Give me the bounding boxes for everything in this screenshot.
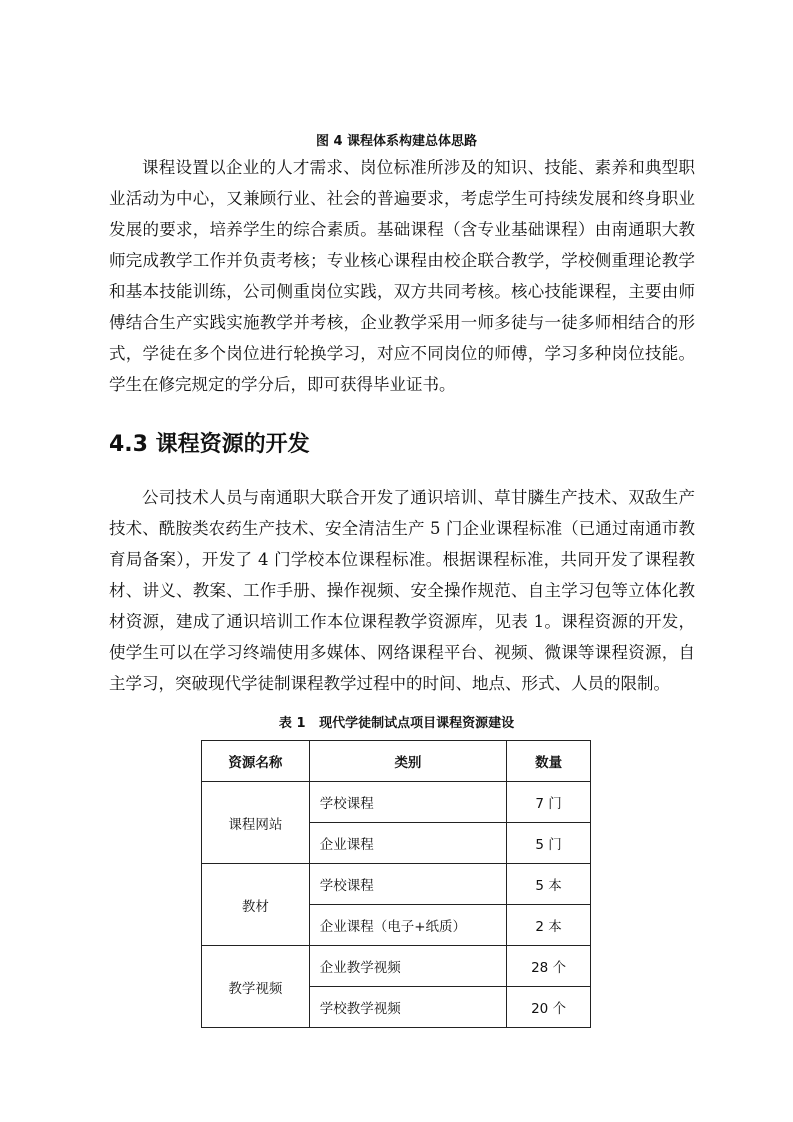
group-name-cell: 教材 xyxy=(202,864,310,946)
group-name-cell: 教学视频 xyxy=(202,946,310,1028)
category-cell: 学校课程 xyxy=(309,864,506,905)
paragraph-resource-development: 公司技术人员与南通职大联合开发了通识培训、草甘膦生产技术、双敌生产技术、酰胺类农药生产技术、安全清洁生产 5 门企业课程标准（已通过南通市教育局备案），开发了 4 门学校本位课程标准。根据课程标准，共同开发了课程教材、讲义、教案、工作手册、操作视频、安全操作规范、自主学习包等立体化教材资源，建成了通识培训工作本位课程教学资源库，见表 1。课程资源的开发，使学生可以在学习终端使用多媒体、网络课程平台、视频、微课等课程资源，自主学习，突破现代学徒制课程教学过程中的时间、地点、形式、人员的限制。 xyxy=(109,488,695,693)
group-name-cell: 课程网站 xyxy=(202,782,310,864)
category-cell: 学校教学视频 xyxy=(309,987,506,1028)
table-row xyxy=(202,782,591,823)
table-row xyxy=(202,864,591,905)
quantity-cell: 2 本 xyxy=(507,905,591,946)
category-cell: 学校课程 xyxy=(309,782,506,823)
section-heading: 4.3 课程资源的开发 xyxy=(109,432,310,457)
category-cell: 企业课程（电子+纸质） xyxy=(309,905,506,946)
header-category: 类别 xyxy=(309,741,506,782)
header-resource-name: 资源名称 xyxy=(202,741,310,782)
table-caption: 表 1 现代学徒制试点项目课程资源建设 xyxy=(278,716,515,731)
table-header-row xyxy=(202,741,591,782)
category-cell: 企业课程 xyxy=(309,823,506,864)
quantity-cell: 28 个 xyxy=(507,946,591,987)
header-quantity: 数量 xyxy=(507,741,591,782)
figure-caption: 图 4 课程体系构建总体思路 xyxy=(315,134,478,149)
quantity-cell: 5 门 xyxy=(507,823,591,864)
category-cell: 企业教学视频 xyxy=(309,946,506,987)
quantity-cell: 20 个 xyxy=(507,987,591,1028)
table-row xyxy=(202,946,591,987)
resource-table xyxy=(201,740,591,1028)
quantity-cell: 5 本 xyxy=(507,864,591,905)
quantity-cell: 7 门 xyxy=(507,782,591,823)
paragraph-curriculum-design: 课程设置以企业的人才需求、岗位标准所涉及的知识、技能、素养和典型职业活动为中心，又兼顾行业、社会的普遍要求，考虑学生可持续发展和终身职业发展的要求，培养学生的综合素质。基础课程（含专业基础课程）由南通职大教师完成教学工作并负责考核；专业核心课程由校企联合教学，学校侧重理论教学和基本技能训练，公司侧重岗位实践，双方共同考核。核心技能课程，主要由师傅结合生产实践实施教学并考核，企业教学采用一师多徒与一徒多师相结合的形式，学徒在多个岗位进行轮换学习，对应不同岗位的师傅，学习多种岗位技能。学生在修完规定的学分后，即可获得毕业证书。 xyxy=(109,158,695,394)
